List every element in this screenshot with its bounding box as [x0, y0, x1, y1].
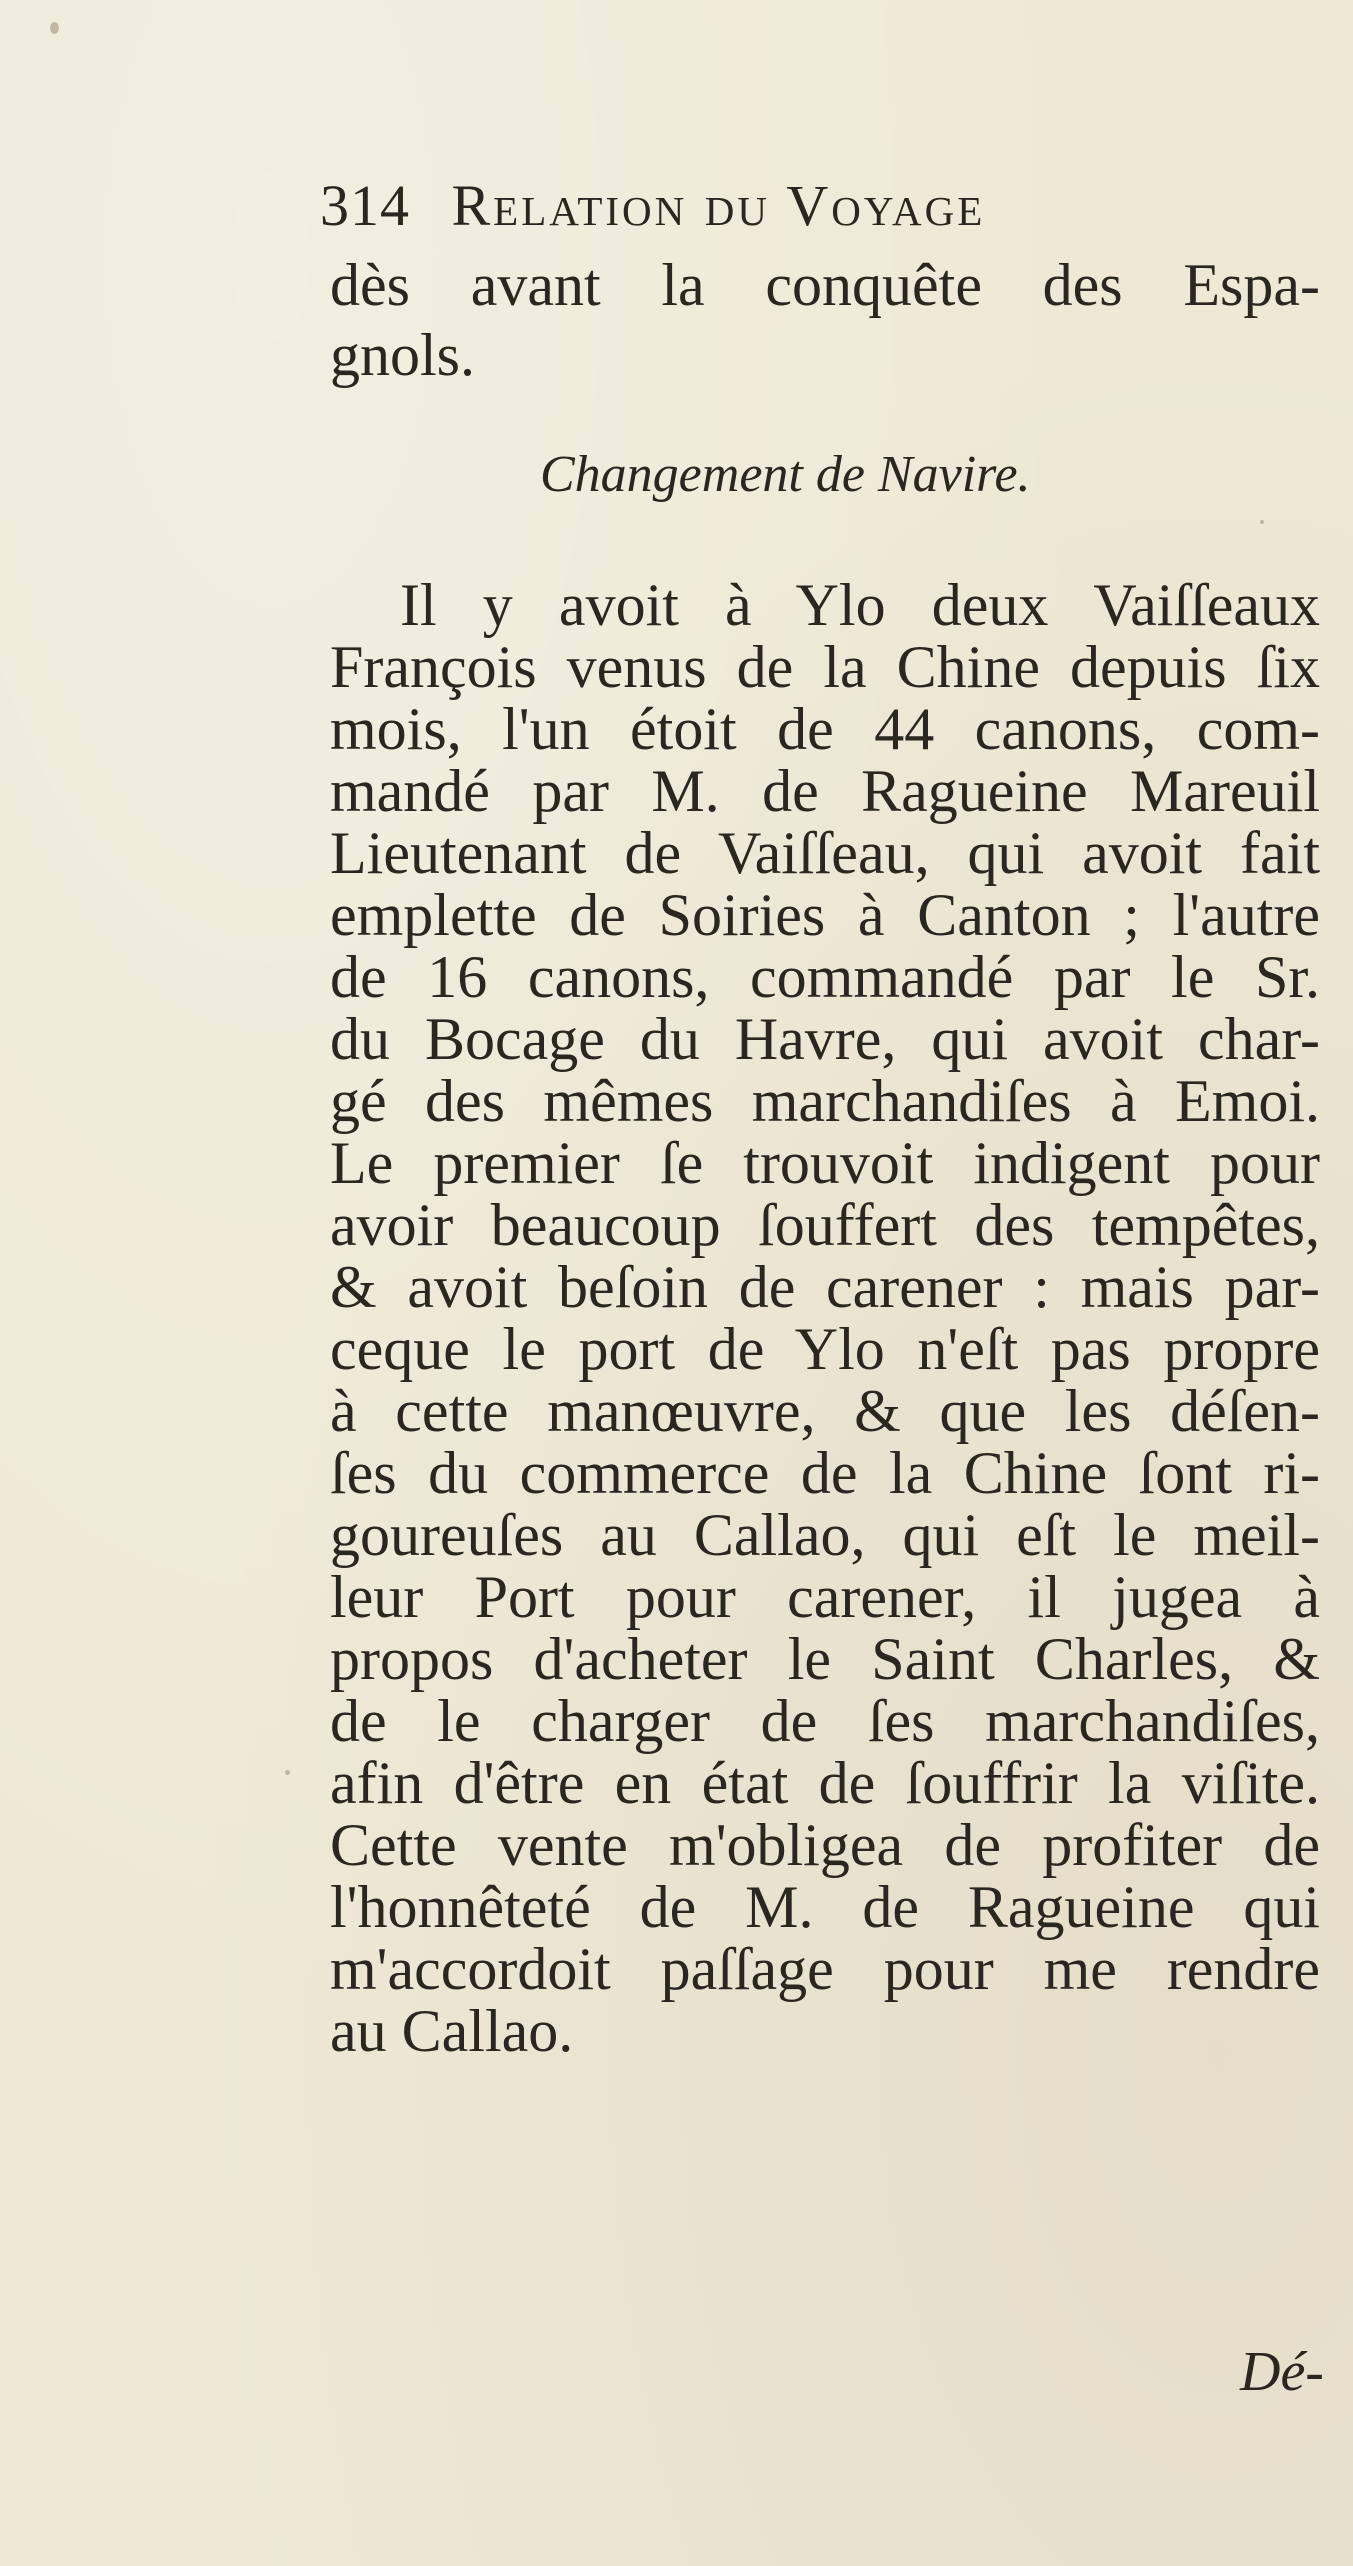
text-line: François venus de la Chine depuis ſix — [330, 634, 1320, 700]
section-subheading: Changement de Navire. — [540, 446, 1031, 503]
running-header — [320, 172, 985, 239]
text-line: de 16 canons, commandé par le Sr. — [330, 944, 1320, 1010]
text-line: l'honnêteté de M. de Ragueine qui — [330, 1874, 1320, 1940]
text-line: goureuſes au Callao, qui eſt le meil- — [330, 1502, 1320, 1568]
page-stain — [285, 1770, 290, 1775]
text-line: Le premier ſe trouvoit indigent pour — [330, 1130, 1320, 1196]
text-line: afin d'être en état de ſouffrir la viſite. — [330, 1750, 1320, 1816]
text-line: & avoit beſoin de carener : mais par- — [330, 1254, 1320, 1320]
text-line: ceque le port de Ylo n'eſt pas propre — [330, 1316, 1320, 1382]
text-line: gnols. — [330, 322, 476, 388]
text-line: de le charger de ſes marchandiſes, — [330, 1688, 1320, 1754]
text-line: du Bocage du Havre, qui avoit char- — [330, 1006, 1320, 1072]
text-line: au Callao. — [330, 1998, 574, 2064]
text-line: emplette de Soiries à Canton ; l'autre — [330, 882, 1320, 948]
text-line: à cette manœuvre, & que les déſen- — [330, 1378, 1320, 1444]
text-line: ſes du commerce de la Chine ſont ri- — [330, 1440, 1320, 1506]
text-line: Il y avoit à Ylo deux Vaiſſeaux — [400, 572, 1320, 638]
text-line: Cette vente m'obligea de profiter de — [330, 1812, 1320, 1878]
text-line: mandé par M. de Ragueine Mareuil — [330, 758, 1320, 824]
page-stain — [50, 22, 59, 34]
text-line: avoir beaucoup ſouffert des tempêtes, — [330, 1192, 1320, 1258]
page-number: 314 — [320, 173, 410, 238]
text-line: gé des mêmes marchandiſes à Emoi. — [330, 1068, 1320, 1134]
text-line: propos d'acheter le Saint Charles, & — [330, 1626, 1320, 1692]
page-stain — [1260, 520, 1264, 524]
catchword: Dé- — [1240, 2341, 1324, 2403]
text-line: dès avant la conquête des Espa- — [330, 252, 1320, 318]
text-line: mois, l'un étoit de 44 canons, com- — [330, 696, 1320, 762]
text-line: m'accordoit paſſage pour me rendre — [330, 1936, 1320, 2002]
running-title: Relation du Voyage — [451, 173, 986, 238]
text-line: leur Port pour carener, il jugea à — [330, 1564, 1320, 1630]
text-line: Lieutenant de Vaiſſeau, qui avoit fait — [330, 820, 1320, 886]
